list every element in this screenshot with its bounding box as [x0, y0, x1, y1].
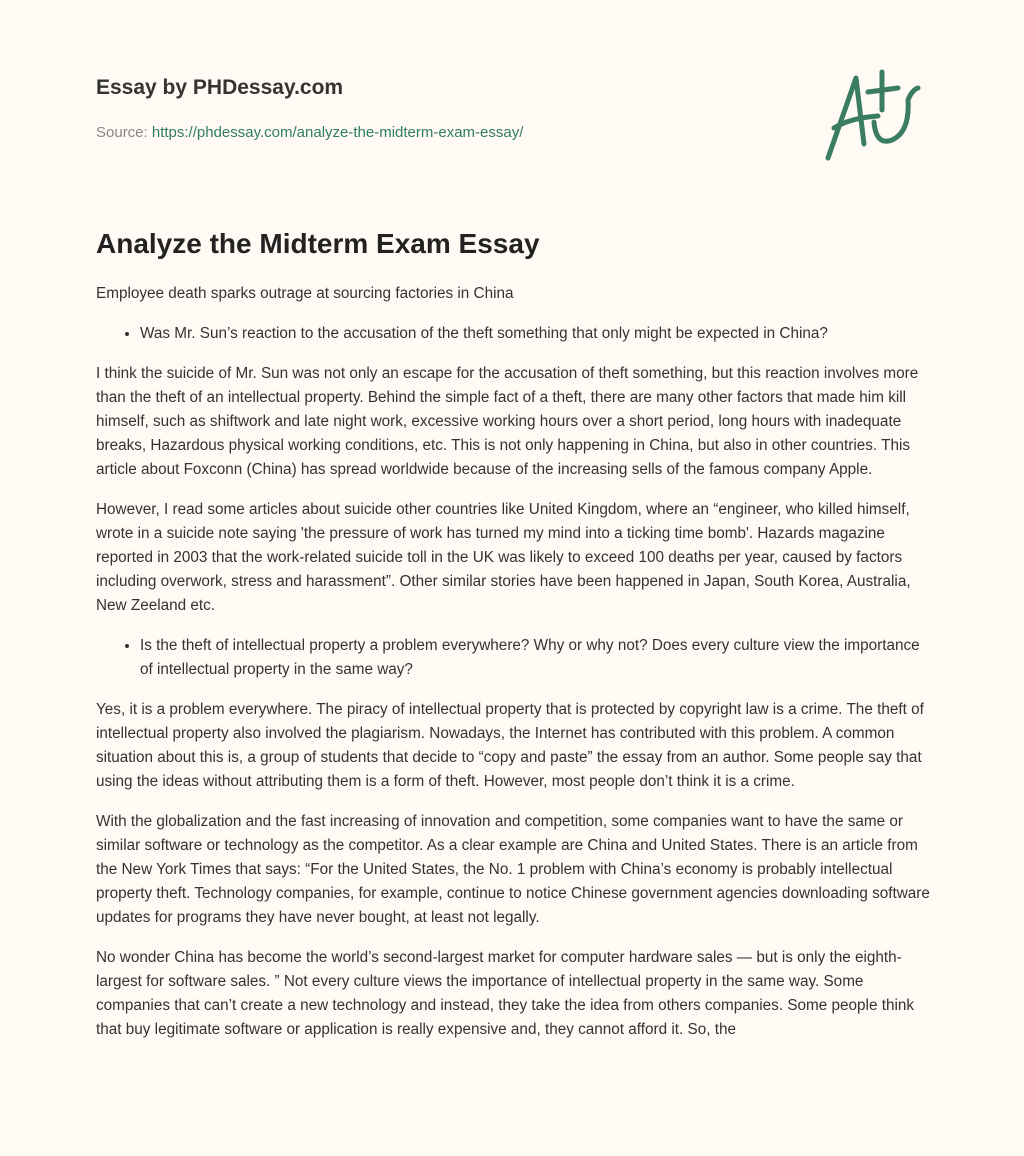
paragraph: No wonder China has become the world’s second-largest market for computer hardware sales — but is only the eighth-largest for software sales. ” Not every culture views the importance of intellectual property in the same way. Some companies that can’t create a new technology and instead, they take the idea from others companies. Some people think that buy legitimate software or application is really expensive and, they cannot afford it. So, the	[96, 949, 915, 1038]
source-label: Source:	[96, 124, 148, 141]
site-brand: Essay by PHDessay.com	[96, 76, 344, 99]
article-title: Analyze the Midterm Exam Essay	[96, 228, 540, 259]
paragraph: Employee death sparks outrage at sourcing factories in China	[96, 285, 514, 302]
question-list	[96, 322, 934, 346]
paragraph: I think the suicide of Mr. Sun was not only an escape for the accusation of theft something, but this reaction involves more than the theft of an intellectual property. Behind the simple fact of a theft, there are many other factors that made him kill himself, such as shiftwork and late night work, excessive working hours over a short period, long hours with inadequate breaks, Hazardous physical working conditions, etc. This is not only happening in China, but also in other countries. This article about Foxconn (China) has spread worldwide because of the increasing sells of the famous company Apple.	[96, 365, 919, 478]
article	[96, 224, 934, 1058]
a-plus-logo-icon	[820, 66, 930, 171]
question-list	[96, 634, 934, 682]
source-link[interactable]: https://phdessay.com/analyze-the-midterm-exam-essay/	[151, 124, 524, 141]
article-body	[96, 282, 934, 1042]
paragraph: However, I read some articles about suicide other countries like United Kingdom, where an “engineer, who killed himself, wrote in a suicide note saying 'the pressure of work has turned my mind into a ticking time bomb'. Hazards magazine reported in 2003 that the work-related suicide toll in the UK was likely to exceed 100 deaths per year, caused by factors including overwork, stress and harassment”. Other similar stories have been happened in Japan, South Korea, Australia, New Zeeland etc.	[96, 501, 911, 614]
question-item: • Is the theft of intellectual property a problem everywhere? Why or why not? Does every culture view the importance of intellectual property in the same way?	[140, 634, 934, 682]
question-item: • Was Mr. Sun’s reaction to the accusation of the theft something that only might be expected in China?	[140, 322, 934, 346]
source-line	[96, 124, 523, 141]
paragraph: With the globalization and the fast increasing of innovation and competition, some companies want to have the same or similar software or technology as the competitor. As a clear example are China and United States. There is an article from the New York Times that says: “For the United States, the No. 1 problem with China’s economy is probably intellectual property theft. Technology companies, for example, continue to notice Chinese government agencies downloading software updates for programs they have never bought, at least not legally.	[96, 813, 930, 926]
paragraph: Yes, it is a problem everywhere. The piracy of intellectual property that is protected by copyright law is a crime. The theft of intellectual property also involved the plagiarism. Nowadays, the Internet has contributed with this problem. A common situation about this is, a group of students that decide to “copy and paste” the essay from an author. Some people say that using the ideas without attributing them is a form of theft. However, most people don’t think it is a crime.	[96, 701, 924, 790]
